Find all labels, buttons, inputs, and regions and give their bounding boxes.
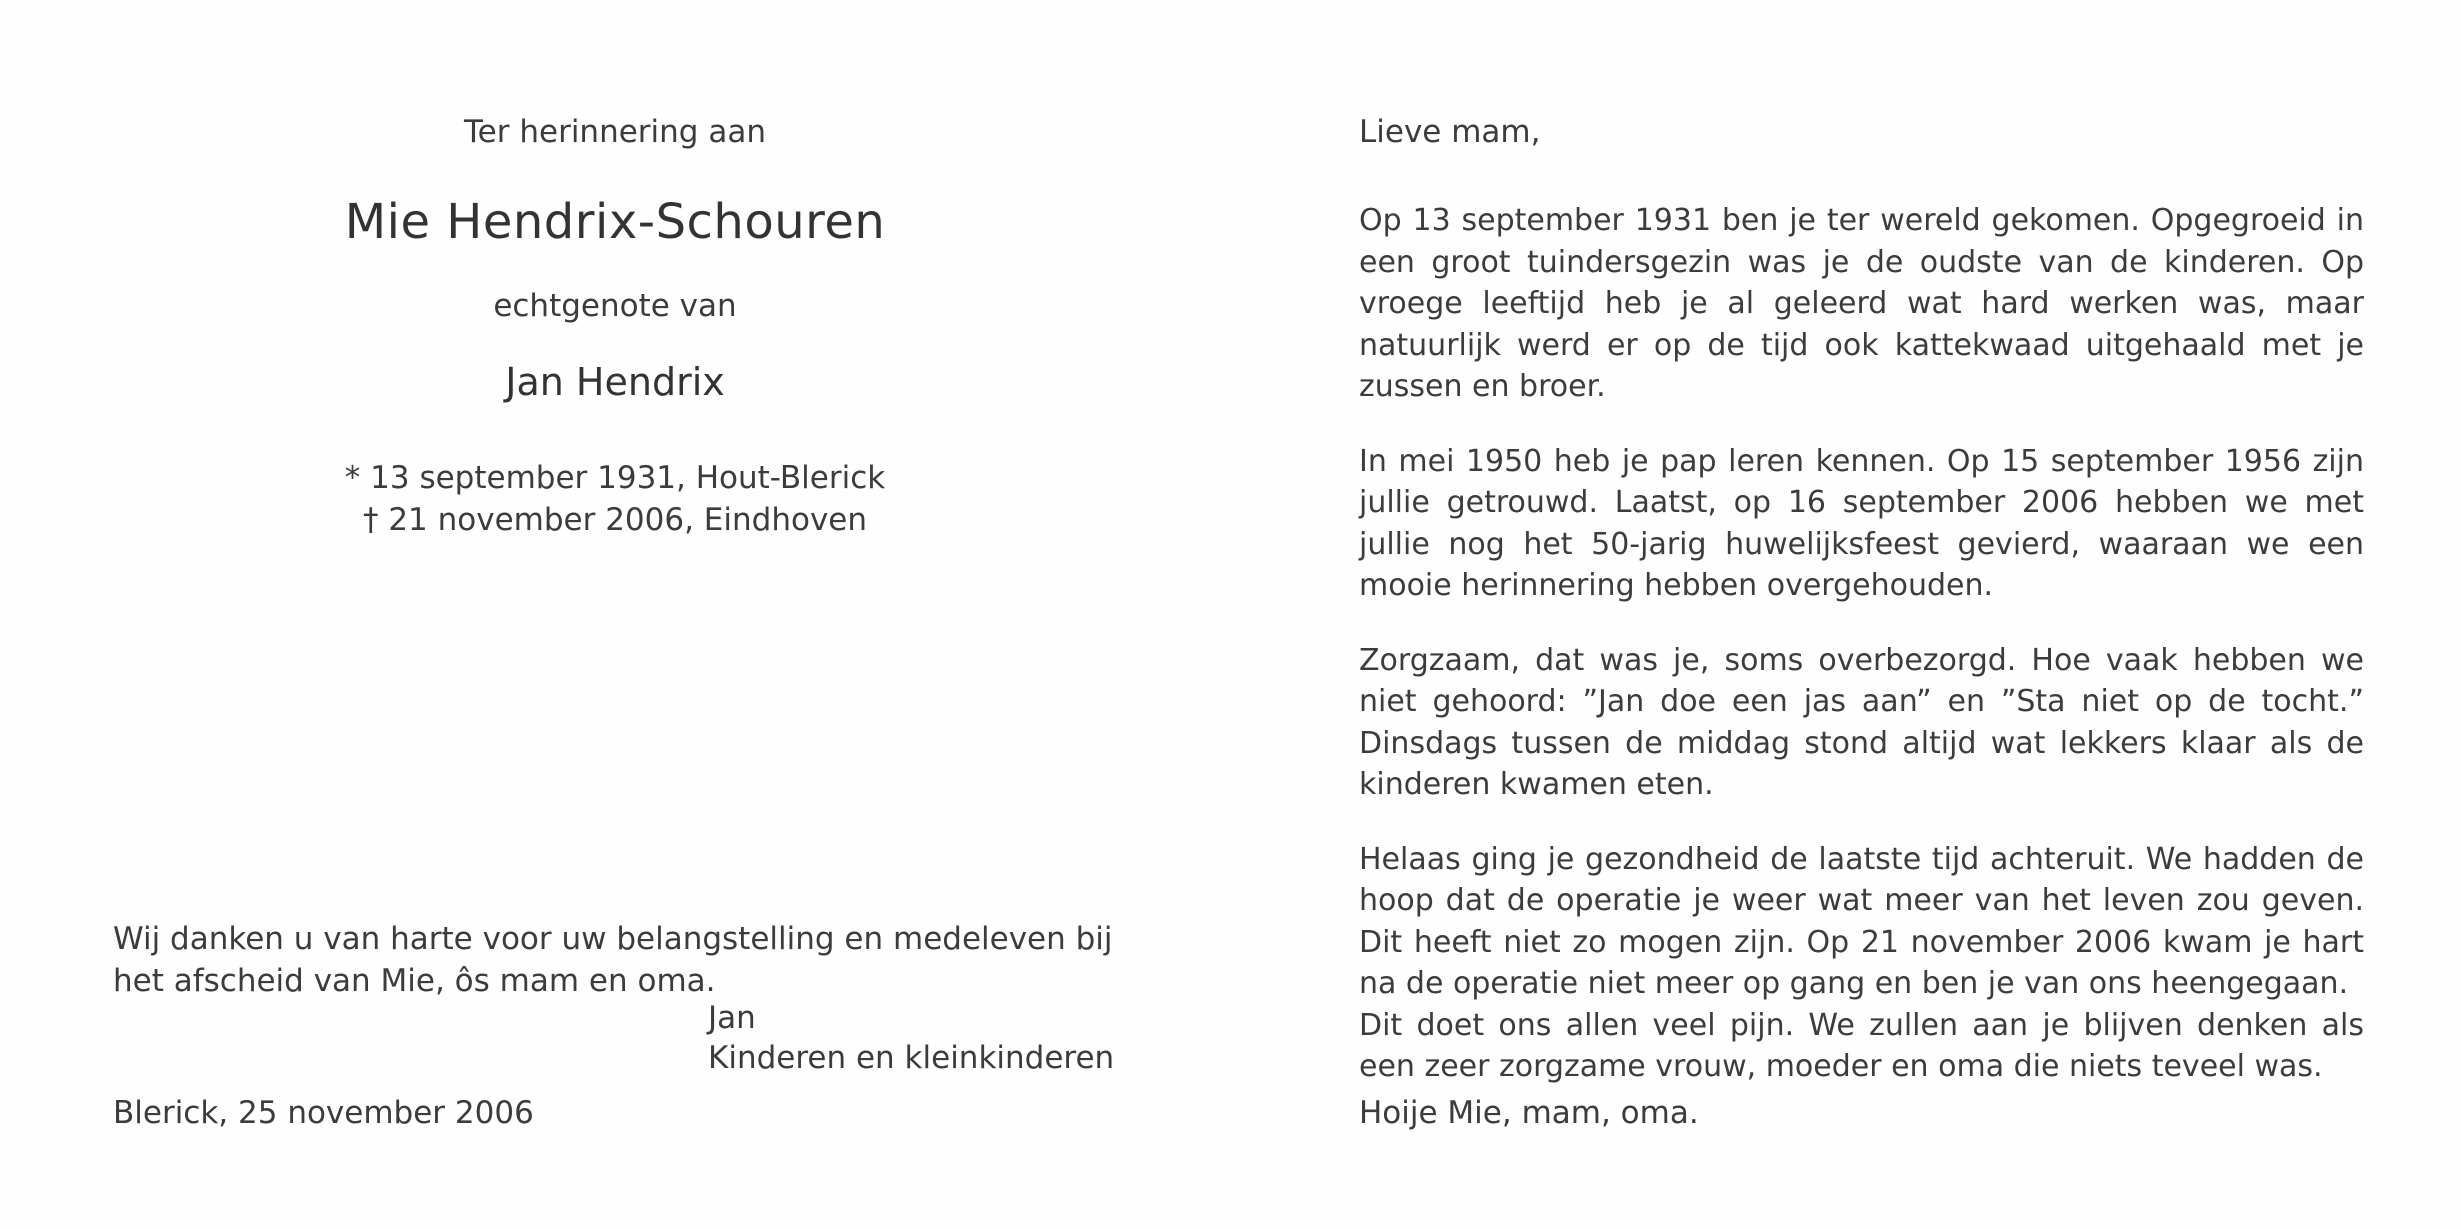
letter-paragraph: Op 13 september 1931 ben je ter wereld gekomen. Opgegroeid in een groot tuindersgezin was je de oudste van de kinderen. Op vroege leeftijd heb je al geleerd wat hard werken was, maar natuurlijk werd er op de tijd ook kattekwaad uitgehaald met je zussen en broer.	[1359, 203, 2364, 404]
letter-body	[1359, 200, 2364, 1121]
signature-line: Kinderen en kleinkinderen	[708, 1040, 1115, 1076]
thanks-text: Wij danken u van harte voor uw belangstelling en medeleven bij het afscheid van Mie, ôs mam en oma.	[113, 921, 1113, 999]
deceased-name: Mie Hendrix-Schouren	[344, 194, 886, 250]
intro-text: Ter herinnering aan	[464, 114, 766, 150]
letter-paragraph: Dit doet ons allen veel pijn. We zullen aan je blijven denken als een zeer zorgzame vrouw, moeder en oma die niets teveel was.	[1359, 1007, 2364, 1084]
letter-greeting: Lieve mam,	[1359, 114, 1541, 150]
letter-paragraph: In mei 1950 heb je pap leren kennen. Op 15 september 1956 zijn jullie getrouwd. Laatst, op 16 september 2006 hebben we met jullie nog het 50-jarig huwelijksfeest gevierd, waaraan we een mooie herinnering hebben overgehouden.	[1359, 443, 2364, 603]
right-panel	[1230, 0, 2461, 1229]
signature-line: Jan	[708, 1000, 756, 1036]
place-date: Blerick, 25 november 2006	[113, 1095, 534, 1131]
birth-line: * 13 september 1931, Hout-Blerick	[344, 460, 886, 496]
signature-block	[708, 998, 1114, 1078]
death-line: † 21 november 2006, Eindhoven	[362, 502, 868, 538]
letter-paragraph: Zorgzaam, dat was je, soms overbezorgd. Hoe vaak hebben we niet gehoord: ”Jan doe een jas aan” en ”Sta niet op de tocht.” Dinsdags tussen de middag stond altijd wat lekkers klaar als de kinderen kwamen eten.	[1359, 642, 2364, 802]
spouse-label: echtgenote van	[493, 288, 737, 324]
left-panel	[0, 0, 1230, 1229]
spouse-name: Jan Hendrix	[505, 360, 725, 404]
letter-paragraph: Helaas ging je gezondheid de laatste tijd achteruit. We hadden de hoop dat de operatie je weer wat meer van het leven zou geven. Dit heeft niet zo mogen zijn. Op 21 november 2006 kwam je hart na de operatie niet meer op gang en ben je van ons heengegaan.	[1359, 841, 2364, 1001]
letter-closing: Hoije Mie, mam, oma.	[1359, 1095, 1699, 1131]
